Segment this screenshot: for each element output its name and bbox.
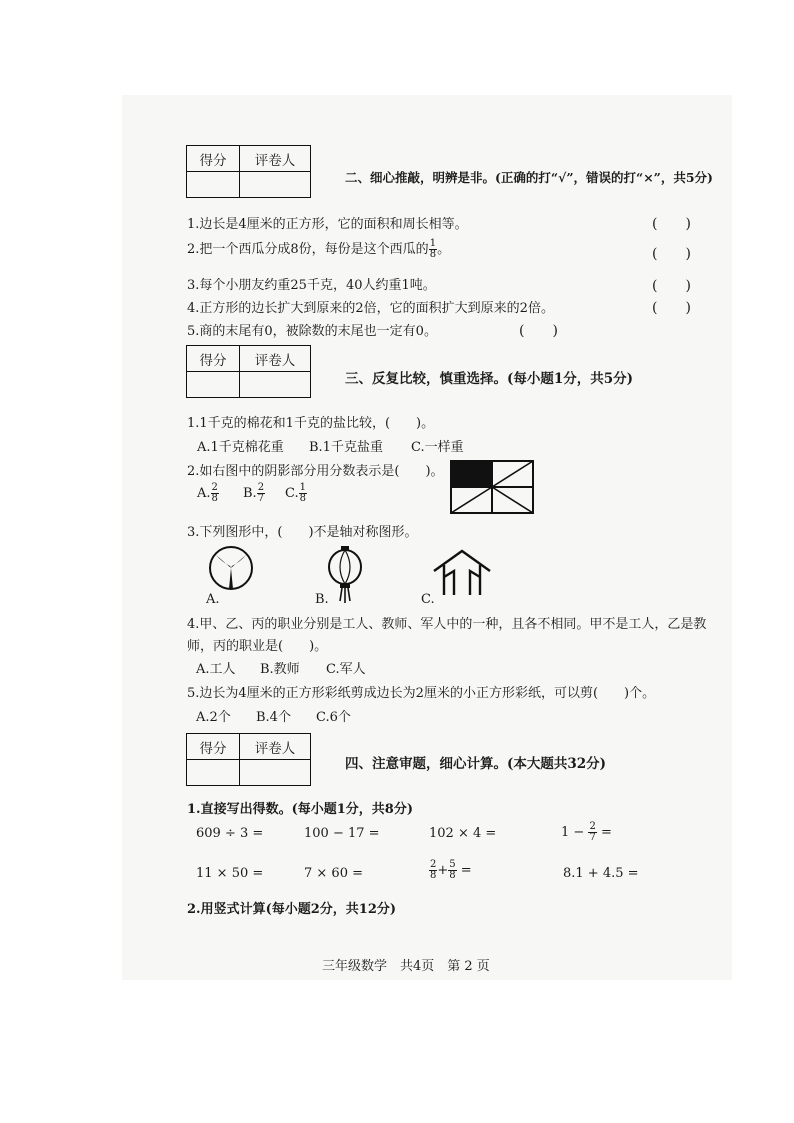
oral-calc-4: 1 − $\frac{2}{7}$ = bbox=[561, 821, 612, 843]
fraction: $\frac{1}{8}$ bbox=[299, 482, 306, 504]
fraction: $\frac{2}{7}$ bbox=[589, 821, 596, 843]
grader-label: 评卷人 bbox=[240, 146, 311, 172]
q3-option-a[interactable]: A. bbox=[206, 592, 220, 607]
oral-calc-5: 11 × 50 = bbox=[196, 866, 264, 881]
answer-paren-2[interactable]: ( ) bbox=[652, 246, 691, 262]
section4-heading: 四、注意审题，细心计算。(本大题共32分) bbox=[345, 756, 607, 772]
q4-option-a[interactable]: A.工人 bbox=[196, 662, 236, 677]
score-cell[interactable] bbox=[187, 372, 240, 398]
q5-option-c[interactable]: C.6个 bbox=[316, 710, 351, 725]
oral-calc-6: 7 × 60 = bbox=[304, 866, 363, 881]
judge-item-2-text: 2.把一个西瓜分成8份，每份是这个西瓜的 bbox=[187, 242, 429, 257]
judge-item-1: 1.边长是4厘米的正方形，它的面积和周长相等。 bbox=[187, 217, 468, 232]
fraction: $\frac{1}{8}$ bbox=[429, 238, 437, 260]
q3-option-b[interactable]: B. bbox=[315, 592, 329, 607]
oral-calc-1: 609 ÷ 3 = bbox=[196, 826, 264, 841]
choice-q2: 2.如右图中的阴影部分用分数表示是( )。 bbox=[187, 464, 444, 479]
q3-option-c[interactable]: C. bbox=[421, 592, 435, 607]
oral-calc-3: 102 × 4 = bbox=[429, 826, 497, 841]
shaded-rectangle-figure bbox=[450, 460, 534, 514]
grader-cell[interactable] bbox=[240, 172, 311, 198]
fraction: $\frac{2}{8}$ bbox=[211, 482, 218, 504]
q4-option-b[interactable]: B.教师 bbox=[260, 662, 300, 677]
calc-sub2-heading: 2.用竖式计算(每小题2分，共12分) bbox=[187, 902, 397, 917]
calc-sub1-heading: 1.直接写出得数。(每小题1分，共8分) bbox=[187, 802, 413, 817]
fraction: $\frac{2}{8}$ bbox=[430, 859, 437, 881]
lantern-figure bbox=[325, 545, 365, 605]
choice-q4-line1: 4.甲、乙、丙的职业分别是工人、教师、军人中的一种，且各不相同。甲不是工人，乙是教 bbox=[187, 617, 707, 632]
q5-option-a[interactable]: A.2个 bbox=[196, 710, 231, 725]
oral-calc-8: 8.1 + 4.5 = bbox=[563, 866, 639, 881]
page-footer: 三年级数学 共4页 第 2 页 bbox=[322, 959, 490, 974]
q4-option-c[interactable]: C.军人 bbox=[326, 662, 366, 677]
judge-item-2: 2.把一个西瓜分成8份，每份是这个西瓜的 $\frac{1}{8}$ 。 bbox=[187, 238, 451, 260]
judge-item-5: 5.商的末尾有0，被除数的末尾也一定有0。 bbox=[187, 324, 437, 339]
score-label: 得分 bbox=[187, 146, 240, 172]
section3-heading: 三、反复比较，慎重选择。(每小题1分，共5分) bbox=[345, 371, 634, 387]
choice-q5: 5.边长为4厘米的正方形彩纸剪成边长为2厘米的小正方形彩纸，可以剪( )个。 bbox=[187, 686, 656, 701]
answer-paren-5[interactable]: ( ) bbox=[519, 323, 558, 339]
score-label: 得分 bbox=[187, 346, 240, 372]
score-cell[interactable] bbox=[187, 760, 240, 786]
score-box bbox=[186, 345, 311, 398]
q1-option-c[interactable]: C.一样重 bbox=[411, 440, 464, 455]
oral-calc-2: 100 − 17 = bbox=[304, 826, 380, 841]
choice-q4-line2: 师，丙的职业是( )。 bbox=[187, 639, 328, 654]
q1-option-b[interactable]: B.1千克盐重 bbox=[309, 440, 383, 455]
choice-q1: 1.1千克的棉花和1千克的盐比较，( )。 bbox=[187, 416, 435, 431]
fraction: $\frac{2}{7}$ bbox=[257, 482, 265, 504]
house-outline-figure bbox=[432, 549, 492, 597]
judge-item-4: 4.正方形的边长扩大到原来的2倍，它的面积扩大到原来的2倍。 bbox=[187, 301, 554, 316]
q2-option-c[interactable]: C. $\frac{1}{8}$ bbox=[285, 482, 306, 504]
grader-label: 评卷人 bbox=[240, 346, 311, 372]
score-cell[interactable] bbox=[187, 172, 240, 198]
score-box bbox=[186, 733, 311, 786]
fraction: $\frac{5}{8}$ bbox=[449, 859, 456, 881]
q5-option-b[interactable]: B.4个 bbox=[256, 710, 291, 725]
q1-option-a[interactable]: A.1千克棉花重 bbox=[197, 440, 284, 455]
score-label: 得分 bbox=[187, 734, 240, 760]
judge-item-3: 3.每个小朋友约重25千克，40人约重1吨。 bbox=[187, 278, 436, 293]
choice-q3: 3.下列图形中，( )不是轴对称图形。 bbox=[187, 525, 418, 540]
score-box bbox=[186, 145, 311, 198]
grader-label: 评卷人 bbox=[240, 734, 311, 760]
answer-paren-3[interactable]: ( ) bbox=[652, 278, 691, 294]
answer-paren-1[interactable]: ( ) bbox=[652, 216, 691, 232]
q2-option-a[interactable]: A. $\frac{2}{8}$ bbox=[197, 482, 218, 504]
q2-option-b[interactable]: B. $\frac{2}{7}$ bbox=[243, 482, 265, 504]
grader-cell[interactable] bbox=[240, 372, 311, 398]
answer-paren-4[interactable]: ( ) bbox=[652, 300, 691, 316]
section2-heading: 二、细心推敲，明辨是非。(正确的打“√”，错误的打“×”，共5分) bbox=[345, 170, 713, 185]
grader-cell[interactable] bbox=[240, 760, 311, 786]
circle-figure bbox=[208, 545, 254, 591]
oral-calc-7: $\frac{2}{8}$ + $\frac{5}{8}$ = bbox=[430, 859, 472, 881]
